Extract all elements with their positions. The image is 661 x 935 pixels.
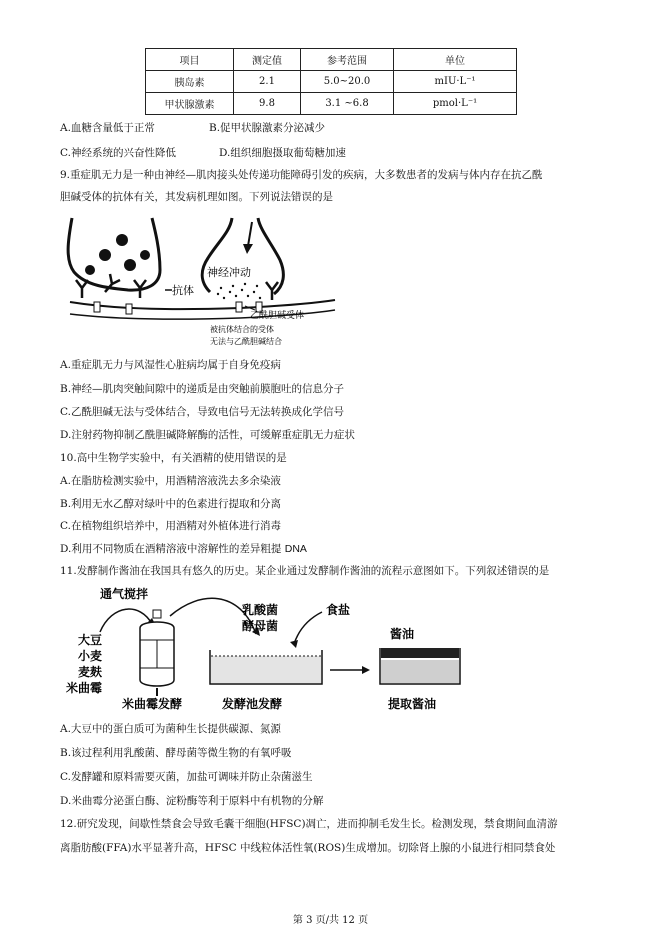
q11-option-b: B.该过程利用乳酸菌、酵母菌等微生物的有氧呼吸 [60, 747, 292, 759]
lab-results-table [145, 48, 517, 115]
q9-option-b: B.神经—肌肉突触间隙中的递质是由突触前膜胞吐的信息分子 [60, 383, 345, 395]
antibody [76, 280, 88, 298]
arrowhead [362, 666, 370, 674]
table-cell: 甲状腺激素 [146, 93, 234, 115]
input-label: 麦麸 [78, 665, 103, 679]
soy-sauce-process-figure [60, 584, 470, 710]
pool-content [211, 656, 321, 683]
synapse-figure [60, 210, 340, 350]
table-cell: pmol·L⁻¹ [394, 93, 517, 115]
impulse-arrow [248, 222, 252, 246]
label-soy-sauce: 酱油 [390, 627, 415, 641]
q8-option-b: B.促甲状腺激素分泌减少 [209, 122, 326, 134]
q8-option-d: D.组织细胞摄取葡萄糖加速 [219, 147, 346, 159]
vesicle [99, 249, 111, 261]
arrowhead [243, 244, 253, 254]
table-row [146, 71, 517, 93]
residue-layer [381, 660, 459, 683]
label-impulse: 神经冲动 [207, 266, 251, 279]
vesicle [124, 259, 136, 271]
table-cell: 9.8 [234, 93, 301, 115]
input-label: 小麦 [78, 649, 103, 663]
table-cell: 3.1 ~6.8 [301, 93, 394, 115]
presynaptic-terminal [202, 218, 283, 294]
soy-sauce-layer [381, 648, 459, 658]
q9-stem-line1: 9.重症肌无力是一种由神经—肌肉接头处传递功能障碍引发的疾病，大多数患者的发病与体内存在抗乙酰 [60, 169, 543, 181]
q11-option-c: C.发酵罐和原料需要灭菌，加盐可调味并防止杂菌滋生 [60, 771, 313, 783]
q10-option-d-text: D.利用不同物质在酒精溶液中溶解性的差异粗提 [60, 543, 282, 555]
q9-option-c: C.乙酰胆碱无法与受体结合，导致电信号无法转换成化学信号 [60, 406, 344, 418]
label-salt: 食盐 [326, 603, 351, 617]
label-antibody: 抗体 [172, 284, 194, 297]
label-aerate: 通气搅拌 [100, 587, 149, 601]
receptor [236, 302, 242, 312]
table-cell: 5.0~20.0 [301, 71, 394, 93]
receptor [126, 304, 132, 314]
q9-option-a: A.重症肌无力与风湿性心脏病均属于自身免疫病 [60, 359, 281, 371]
table-header-cell: 参考范围 [301, 49, 394, 71]
figure-caption-line2: 无法与乙酰胆碱结合 [210, 337, 282, 346]
table-cell: 胰岛素 [146, 71, 234, 93]
label-stage3: 提取酱油 [388, 697, 437, 710]
label-stage2: 发酵池发酵 [222, 697, 283, 710]
vesicle [85, 265, 95, 275]
table-header-cell: 测定值 [234, 49, 301, 71]
q10-stem: 10.高中生物学实验中，有关酒精的使用错误的是 [60, 452, 287, 464]
q8-option-a: A.血糖含量低于正常 [60, 122, 155, 134]
q9-stem-line2: 胆碱受体的抗体有关，其发病机理如图。下列说法错误的是 [60, 191, 333, 203]
table-cell: mIU·L⁻¹ [394, 71, 517, 93]
vesicle [116, 234, 128, 246]
microbe-label: 乳酸菌 [242, 603, 279, 617]
q11-option-d: D.米曲霉分泌蛋白酶、淀粉酶等利于原料中有机物的分解 [60, 795, 324, 807]
q8-option-c: C.神经系统的兴奋性降低 [60, 147, 176, 159]
table-header-cell: 项目 [146, 49, 234, 71]
postsynaptic-membrane [70, 300, 335, 309]
figure-caption-line1: 被抗体结合的受体 [210, 325, 274, 334]
q9-option-d: D.注射药物抑制乙酰胆碱降解酶的活性，可缓解重症肌无力症状 [60, 429, 355, 441]
arrowhead [290, 640, 298, 648]
flow-arrow [294, 612, 322, 644]
q10-option-d [60, 542, 307, 556]
microbe-label: 酵母菌 [242, 619, 279, 633]
q10-option-c: C.在植物组织培养中，用酒精对外植体进行消毒 [60, 520, 281, 532]
page-footer: 第 3 页/共 12 页 [292, 915, 369, 926]
table-header-cell: 单位 [394, 49, 517, 71]
input-label: 米曲霉 [66, 681, 103, 695]
q11-stem: 11.发酵制作酱油在我国具有悠久的历史。某企业通过发酵制作酱油的流程示意图如下。下列叙述错误的是 [60, 565, 550, 577]
input-label: 大豆 [78, 633, 103, 647]
acetylcholine-molecules [217, 283, 261, 299]
q11-option-a: A.大豆中的蛋白质可为菌种生长提供碳源、氮源 [60, 723, 281, 735]
table-header-row [146, 49, 517, 71]
q10-option-a: A.在脂肪检测实验中，用酒精溶液洗去多余染液 [60, 475, 281, 487]
receptor [94, 302, 100, 312]
label-receptor: 乙酰胆碱受体 [250, 311, 305, 321]
table-cell: 2.1 [234, 71, 301, 93]
table-row [146, 93, 517, 115]
fermenter-valve [153, 610, 161, 618]
q10-option-b: B.利用无水乙醇对绿叶中的色素进行提取和分离 [60, 498, 282, 510]
label-stage1: 米曲霉发酵 [122, 697, 183, 710]
vesicle [140, 250, 150, 260]
q12-stem-line2: 离脂肪酸(FFA)水平显著升高，HFSC 中线粒体活性氧(ROS)生成增加。切除肾上腺的小鼠进行相同禁食处 [60, 842, 556, 854]
q12-stem-line1: 12.研究发现，间歇性禁食会导致毛囊干细胞(HFSC)凋亡，进而抑制毛发生长。检测发现，禁食期间血清游 [60, 818, 558, 830]
q10-option-d-term: DNA [284, 543, 307, 555]
